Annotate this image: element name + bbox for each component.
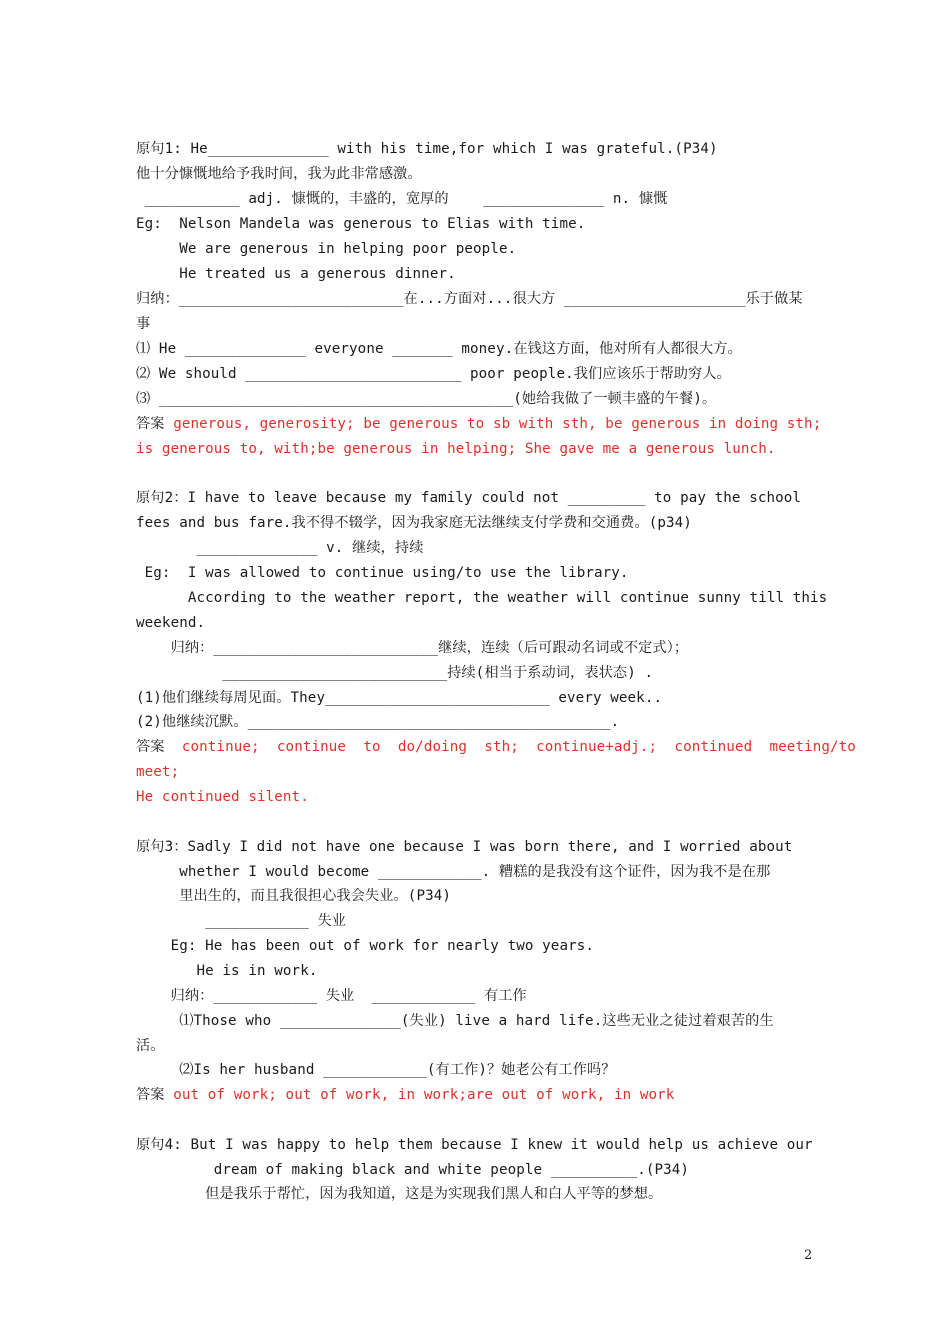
vocab-line-3: ____________ 失业 bbox=[136, 913, 347, 929]
example-1a: Eg: Nelson Mandela was generous to Elias with time. bbox=[136, 216, 586, 232]
answer-2-line-3: He continued silent. bbox=[136, 789, 309, 805]
answer-label: 答案 bbox=[136, 739, 182, 755]
exercise-1-2: ⑵ We should _________________________ poor people.我们应该乐于帮助穷人。 bbox=[136, 366, 731, 382]
summary-2b: __________________________持续(相当于系动词，表状态) . bbox=[136, 665, 654, 681]
example-2a: Eg: I was allowed to continue using/to use the library. bbox=[136, 565, 629, 581]
vocab-line-1: ___________ adj. 慷慨的，丰盛的，宽厚的 ______________ n. 慷慨 bbox=[136, 191, 668, 207]
original-sentence-4: 原句4: But I was happy to help them because I knew it would help us achieve our bbox=[136, 1137, 813, 1153]
answer-text: out of work; out of work, in work;are out of work, in work bbox=[173, 1087, 675, 1103]
page-number: 2 bbox=[804, 1248, 813, 1263]
answer-1-line-1 bbox=[136, 412, 821, 437]
answer-text: continue; continue to do/doing sth; continue+adj.; continued meeting/to bbox=[181, 739, 856, 755]
answer-label: 答案 bbox=[136, 416, 174, 432]
original-sentence-3-cont: whether I would become ____________. 糟糕的是我没有这个证件，因为我不是在那 bbox=[136, 864, 771, 880]
answer-2-line-2: meet; bbox=[136, 764, 180, 780]
answer-2-line-1 bbox=[136, 735, 856, 760]
summary-3: 归纳：____________ 失业 ____________ 有工作 bbox=[136, 988, 527, 1004]
answer-label: 答案 bbox=[136, 1087, 174, 1103]
summary-1: 归纳：__________________________在...方面对...很大方 _____________________乐于做某 bbox=[136, 291, 803, 307]
example-3b: He is in work. bbox=[136, 963, 318, 979]
example-1c: He treated us a generous dinner. bbox=[136, 266, 456, 282]
exercise-3-2: ⑵Is her husband ____________(有工作)？她老公有工作吗？ bbox=[136, 1062, 616, 1078]
exercise-2-2: (2)他继续沉默。__________________________________________. bbox=[136, 714, 620, 730]
translation-4: 但是我乐于帮忙，因为我知道，这是为实现我们黑人和白人平等的梦想。 bbox=[136, 1186, 663, 1202]
translation-1: 他十分慷慨地给予我时间，我为此非常感激。 bbox=[136, 166, 422, 182]
exercise-3-1-cont: 活。 bbox=[136, 1038, 165, 1054]
example-2b: According to the weather report, the weather will continue sunny till this bbox=[136, 590, 828, 606]
summary-2a: 归纳：__________________________继续，连续（后可跟动名词或不定式）； bbox=[136, 640, 689, 656]
exercise-3-1: ⑴Those who ______________(失业) live a hard life.这些无业之徒过着艰苦的生 bbox=[136, 1013, 774, 1029]
original-sentence-2-cont: fees and bus fare.我不得不辍学，因为我家庭无法继续支付学费和交通费。(p34) bbox=[136, 515, 692, 531]
exercise-1-3: ⑶ _________________________________________(她给我做了一顿丰盛的午餐)。 bbox=[136, 391, 717, 407]
original-sentence-2: 原句2：I have to leave because my family could not _________ to pay the school bbox=[136, 490, 802, 506]
summary-1-cont: 事 bbox=[136, 316, 151, 332]
original-sentence-3-cont2: 里出生的，而且我很担心我会失业。(P34) bbox=[136, 888, 452, 904]
original-sentence-4-cont: dream of making black and white people __________.(P34) bbox=[136, 1162, 690, 1178]
vocab-line-2: ______________ v. 继续，持续 bbox=[136, 540, 424, 556]
answer-3-line-1 bbox=[136, 1083, 674, 1108]
example-1b: We are generous in helping poor people. bbox=[136, 241, 517, 257]
original-sentence-3: 原句3：Sadly I did not have one because I was born there, and I worried about bbox=[136, 839, 793, 855]
answer-1-line-2: is generous to, with;be generous in helping; She gave me a generous lunch. bbox=[136, 441, 776, 457]
answer-text: generous, generosity; be generous to sb with sth, be generous in doing sth; bbox=[173, 416, 822, 432]
example-2b-cont: weekend. bbox=[136, 615, 206, 631]
original-sentence-1: 原句1: He______________ with his time,for which I was grateful.(P34) bbox=[136, 141, 718, 157]
exercise-1-1: ⑴ He ______________ everyone _______ money.在钱这方面，他对所有人都很大方。 bbox=[136, 341, 742, 357]
exercise-2-1: (1)他们继续每周见面。They__________________________ every week.. bbox=[136, 690, 663, 706]
example-3a: Eg: He has been out of work for nearly two years. bbox=[136, 938, 595, 954]
